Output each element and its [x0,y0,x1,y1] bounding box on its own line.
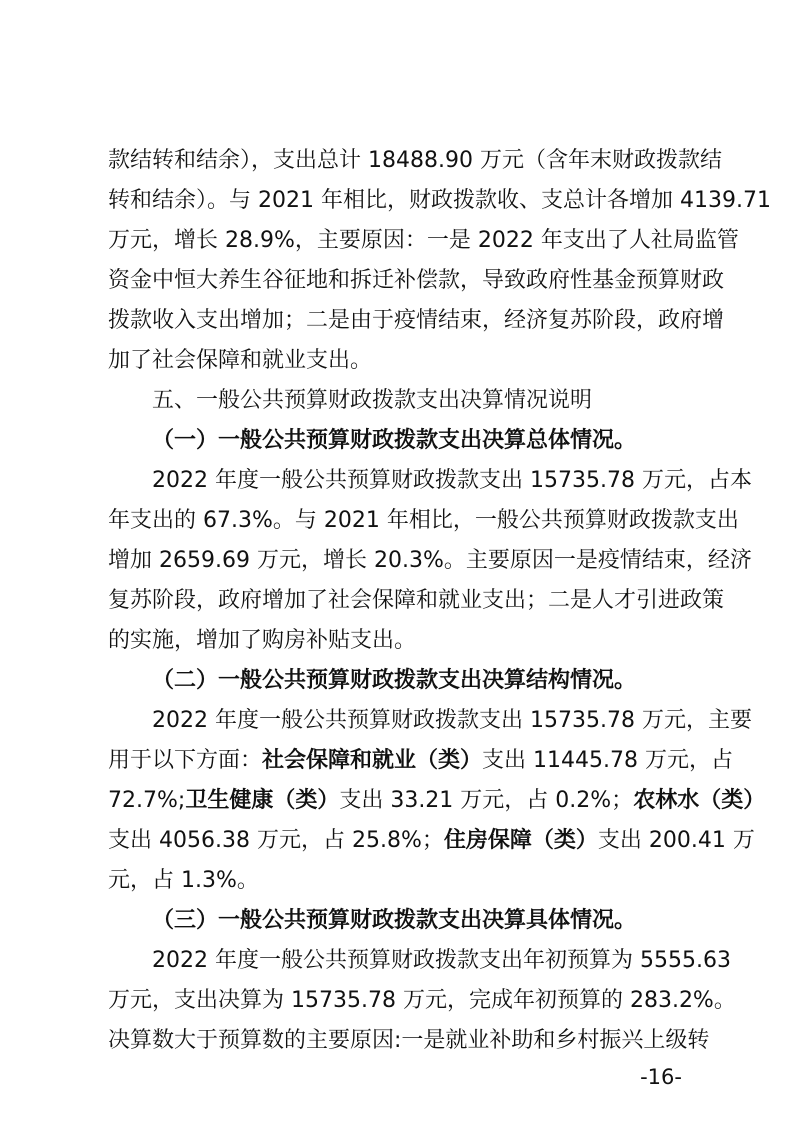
subsection-heading: （三）一般公共预算财政拨款支出决算具体情况。 [152,908,637,933]
paragraph-line: 加了社会保障和就业支出。 [108,348,373,373]
plain-text: 支出 33.21 万元，占 0.2%； [339,788,634,813]
paragraph-line: 2022 年度一般公共预算财政拨款支出 15735.78 万元，占本 [152,468,752,493]
category-name: 卫生健康（类） [185,788,340,813]
subsection-heading: （二）一般公共预算财政拨款支出决算结构情况。 [152,668,637,693]
paragraph-line [0,783,794,819]
plain-text: 支出 11445.78 万元，占 [482,748,733,773]
paragraph-line: 2022 年度一般公共预算财政拨款支出年初预算为 5555.63 [152,948,731,973]
subsection-heading: （一）一般公共预算财政拨款支出决算总体情况。 [152,428,637,453]
paragraph-line: 决算数大于预算数的主要原因:一是就业补助和乡村振兴上级转 [108,1028,710,1053]
plain-text: 支出 4056.38 万元，占 25.8%； [108,828,444,853]
paragraph-line [0,743,794,779]
page-number: -16- [640,1065,682,1089]
category-name: 农林水（类） [633,788,766,813]
paragraph-line: 年支出的 67.3%。与 2021 年相比，一般公共预算财政拨款支出 [108,508,739,533]
section-heading: 五、一般公共预算财政拨款支出决算情况说明 [152,388,593,413]
paragraph-line: 拨款收入支出增加；二是由于疫情结束，经济复苏阶段，政府增 [108,308,725,333]
plain-text: 支出 200.41 万 [597,828,755,853]
paragraph-line: 复苏阶段，政府增加了社会保障和就业支出；二是人才引进政策 [108,588,725,613]
plain-text: 用于以下方面： [108,748,263,773]
paragraph-line: 万元，支出决算为 15735.78 万元，完成年初预算的 283.2%。 [108,988,736,1013]
paragraph-line: 款结转和结余），支出总计 18488.90 万元（含年末财政拨款结 [108,148,722,173]
plain-text: 72.7%; [108,788,186,813]
paragraph-line: 元，占 1.3%。 [108,868,259,893]
paragraph-line [0,823,794,859]
paragraph-line: 的实施，增加了购房补贴支出。 [108,628,417,653]
paragraph-line: 2022 年度一般公共预算财政拨款支出 15735.78 万元，主要 [152,708,752,733]
paragraph-line: 转和结余）。与 2021 年相比，财政拨款收、支总计各增加 4139.71 [108,188,771,213]
paragraph-line: 增加 2659.69 万元，增长 20.3%。主要原因一是疫情结束，经济 [108,548,752,573]
category-name: 住房保障（类） [443,828,598,853]
paragraph-line: 资金中恒大养生谷征地和拆迁补偿款，导致政府性基金预算财政 [108,268,725,293]
category-name: 社会保障和就业（类） [262,748,483,773]
paragraph-line: 万元，增长 28.9%，主要原因：一是 2022 年支出了人社局监管 [108,228,739,253]
